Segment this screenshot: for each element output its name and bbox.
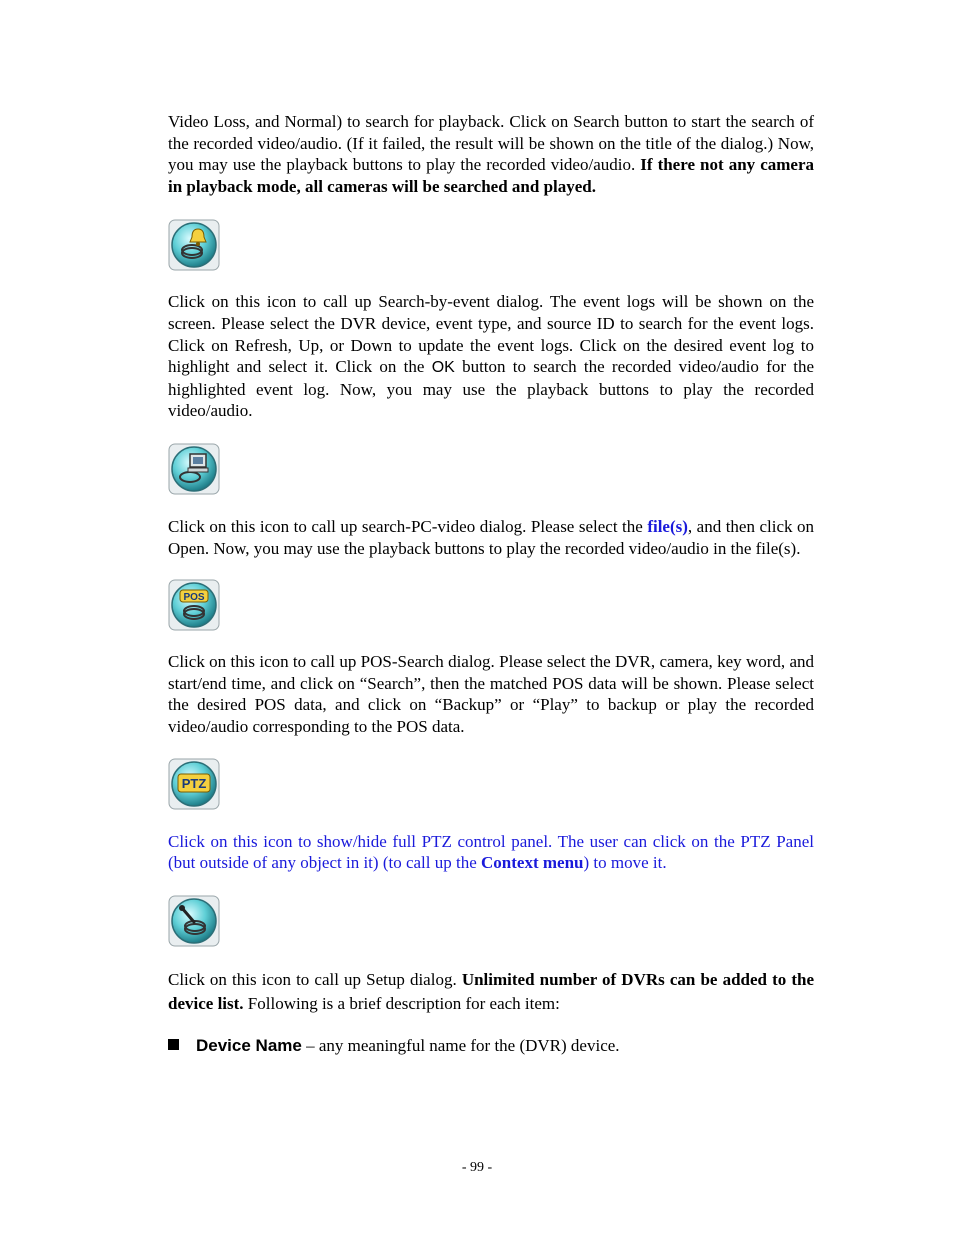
paragraph-text: , and then click on Open. Now, you may use the playback buttons to play the recorded video/audio in the file(s). [168, 516, 814, 558]
pos-icon-label: POS [183, 592, 205, 604]
paragraph-search-pc-video [168, 516, 814, 559]
setup-icon[interactable] [168, 895, 220, 947]
paragraph-search-playback [168, 111, 814, 197]
bullet-square-icon [168, 1039, 179, 1050]
paragraph-text: Following is a brief description for each item: [243, 993, 560, 1013]
context-menu-link[interactable]: Context menu [481, 853, 584, 873]
paragraph-pos-search [168, 651, 814, 737]
ptz-icon-label: PTZ [181, 775, 207, 791]
paragraph-search-by-event [168, 291, 814, 422]
bullet-device-name [168, 1035, 814, 1057]
paragraph-text: Click on this icon to call up Search-by-event dialog. The event logs will be shown on the screen. Please select the DVR device, event type, and source ID to search for the event logs. Click on Refresh, Up, or Down to update the event logs. Click on the desired event log to highlight and select it. Click on the [168, 292, 814, 377]
bold-note: Unlimited number of DVRs can be added to the device list. [168, 969, 814, 1013]
ptz-panel-icon[interactable] [168, 758, 220, 810]
page-content [168, 111, 814, 1056]
paragraph-text: Click on this icon to show/hide full PTZ control panel. The user can click on the PTZ Panel (but outside of any object in it) (to call up the [168, 831, 814, 873]
bullet-term: Device Name [196, 1035, 302, 1055]
pos-search-icon[interactable] [168, 579, 220, 631]
paragraph-setup [168, 968, 814, 1016]
paragraph-text: Click on this icon to call up POS-Search dialog. Please select the DVR, camera, key word, and start/end time, and click on “Search”, then the matched POS data will be shown. Please select the desired POS data, and click on “Backup” or “Play” to backup or play the recorded video/audio corresponding to the POS data. [168, 652, 814, 736]
paragraph-text: ) to move it. [583, 853, 667, 873]
paragraph-text: Click on this icon to call up Setup dialog. [168, 969, 462, 989]
search-by-event-icon[interactable] [168, 219, 220, 271]
page-number: - 99 - [461, 1160, 493, 1175]
bullet-description: – any meaningful name for the (DVR) device. [301, 1035, 620, 1055]
search-pc-video-icon[interactable] [168, 443, 220, 495]
paragraph-ptz-panel [168, 831, 814, 874]
paragraph-text: button to search the recorded video/audio for the highlighted event log. Now, you may use the playback buttons to play the recorded video/audio. [168, 357, 814, 421]
paragraph-text: Video Loss, and Normal) to search for playback. Click on Search button to start the search of the recorded video/audio. (If it failed, the result will be shown on the title of the dialog.) Now, you may use the playback buttons to play the recorded video/audio. [168, 112, 814, 175]
files-link[interactable]: file(s) [647, 516, 688, 536]
ok-button-label: OK [431, 359, 455, 377]
bold-note: If there not any camera in playback mode, all cameras will be searched and played. [168, 155, 814, 196]
paragraph-text: Click on this icon to call up search-PC-video dialog. Please select the [168, 516, 648, 536]
